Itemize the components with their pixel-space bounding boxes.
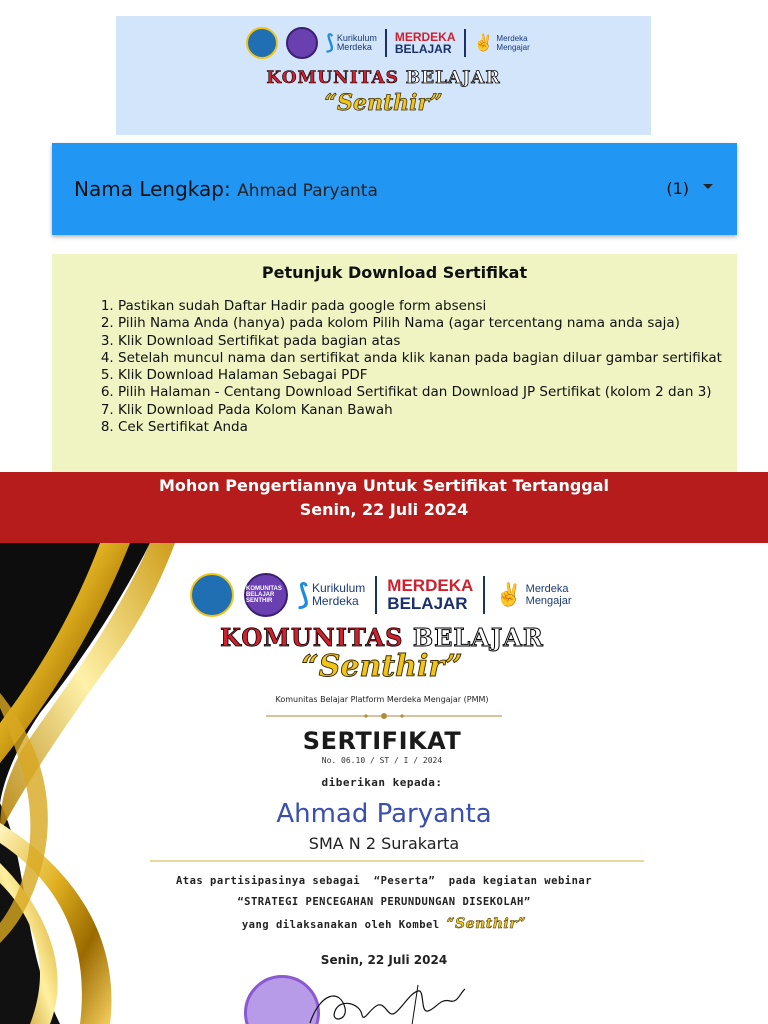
komunitas-belajar-badge-logo <box>286 27 318 59</box>
organizer-line <box>150 916 618 932</box>
selected-name: Ahmad Paryanta <box>237 181 378 201</box>
participation-text: Atas partisipasinya sebagai “Peserta” pada kegiatan webinar <box>175 875 593 887</box>
merdeka-belajar-logo <box>387 577 473 613</box>
instruction-item: 6. Pilih Halaman - Centang Download Sertifikat dan Download JP Sertifikat (kolom 2 dan 3) <box>118 384 722 401</box>
instructions-title: Petunjuk Download Sertifikat <box>261 263 528 282</box>
instruction-item: 2. Pilih Nama Anda (hanya) pada kolom Pilih Nama (agar tercentang nama anda saja) <box>118 315 722 332</box>
certificate-heading: SERTIFIKAT <box>302 727 462 755</box>
gold-divider-line <box>150 860 644 862</box>
name-label-text: Nama Lengkap: <box>74 177 231 201</box>
kurikulum-text: Kurikulum <box>311 581 366 595</box>
instruction-item: 3. Klik Download Sertifikat pada bagian atas <box>118 333 722 350</box>
instructions-list <box>100 298 722 436</box>
kurikulum-swoosh-icon: ⟆ <box>326 32 334 54</box>
merdeka-mengajar-logo <box>474 34 530 52</box>
gold-swirl-decoration <box>0 543 200 1024</box>
merdeka-belajar-logo <box>395 31 456 55</box>
logo-divider <box>375 576 377 614</box>
date-notice-banner <box>0 472 768 543</box>
merdeka-mengajar-logo <box>495 583 571 607</box>
merdeka-belajar-bottom: BELAJAR <box>387 594 468 613</box>
recipient-name: Ahmad Paryanta <box>276 799 492 829</box>
certificate-title-part1: KOMUNITAS <box>220 623 404 652</box>
merdeka-belajar-bottom: BELAJAR <box>394 42 452 56</box>
organizer-name: “Senthir” <box>446 916 527 932</box>
community-title <box>116 68 651 88</box>
name-filter-label <box>74 177 378 201</box>
community-title-part2: BELAJAR <box>405 68 501 88</box>
notice-line-2: Senin, 22 Juli 2024 <box>299 500 469 519</box>
name-filter-dropdown[interactable] <box>52 143 737 235</box>
kurikulum-merdeka-logo <box>298 581 365 609</box>
merdeka-mengajar-icon: ✌ <box>473 34 494 52</box>
komunitas-belajar-badge-logo: KOMUNITAS BELAJAR SENTHIR <box>244 573 288 617</box>
merdeka-belajar-top: MERDEKA <box>387 576 474 595</box>
merdeka-mengajar-bottom: Mengajar <box>525 595 572 607</box>
tut-wuri-handayani-logo <box>246 27 278 59</box>
logo-divider <box>385 29 387 57</box>
instruction-item: 5. Klik Download Halaman Sebagai PDF <box>118 367 722 384</box>
kurikulum-merdeka-logo <box>326 33 377 53</box>
certificate-number: No. 06.10 / ST / I / 2024 <box>321 756 443 765</box>
webinar-theme: “STRATEGI PENCEGAHAN PERUNDUNGAN DISEKOLAH” <box>237 896 531 908</box>
selection-count: (1) <box>666 179 689 198</box>
recipient-school: SMA N 2 Surakarta <box>308 834 460 853</box>
certificate-logos <box>190 571 572 619</box>
merdeka-mengajar-icon: ✌ <box>495 582 523 607</box>
community-title-part1: KOMUNITAS <box>266 68 399 88</box>
community-subtitle: “Senthir” <box>324 90 443 116</box>
instruction-item: 8. Cek Sertifikat Anda <box>118 419 722 436</box>
signature-image <box>300 983 470 1024</box>
certificate-date: Senin, 22 Juli 2024 <box>320 953 448 967</box>
merdeka-text: Merdeka <box>311 594 359 608</box>
merdeka-belajar-top: MERDEKA <box>394 30 456 44</box>
merdeka-mengajar-top: Merdeka <box>525 583 569 595</box>
instruction-item: 7. Klik Download Pada Kolom Kanan Bawah <box>118 402 722 419</box>
platform-caption: Komunitas Belajar Platform Merdeka Mengajar (PMM) <box>275 695 489 704</box>
certificate-preview <box>0 543 768 1024</box>
dropdown-arrow-icon[interactable] <box>703 184 713 189</box>
header-banner <box>116 16 651 135</box>
given-to-label: diberikan kepada: <box>321 776 443 789</box>
logo-divider <box>483 576 485 614</box>
gold-ornament-divider <box>266 713 502 719</box>
merdeka-mengajar-bottom: Mengajar <box>496 43 530 52</box>
notice-line-1: Mohon Pengertiannya Untuk Sertifikat Tertanggal <box>158 476 610 495</box>
instruction-item: 4. Setelah muncul nama dan sertifikat anda klik kanan pada bagian diluar gambar sertifikat <box>118 350 722 367</box>
merdeka-text: Merdeka <box>336 42 372 52</box>
instructions-panel <box>52 254 737 472</box>
merdeka-mengajar-top: Merdeka <box>496 34 528 43</box>
tut-wuri-handayani-logo <box>190 573 234 617</box>
logo-divider <box>464 29 466 57</box>
certificate-title-part2: BELAJAR <box>412 623 544 652</box>
certificate-community-title <box>192 623 572 652</box>
instruction-item: 1. Pastikan sudah Daftar Hadir pada google form absensi <box>118 298 722 315</box>
kurikulum-swoosh-icon: ⟆ <box>298 579 309 610</box>
kurikulum-text: Kurikulum <box>336 33 377 43</box>
organizer-prefix: yang dilaksanakan oleh Kombel <box>241 919 440 931</box>
certificate-community-subtitle: “Senthir” <box>301 649 463 684</box>
header-logos <box>246 26 530 60</box>
